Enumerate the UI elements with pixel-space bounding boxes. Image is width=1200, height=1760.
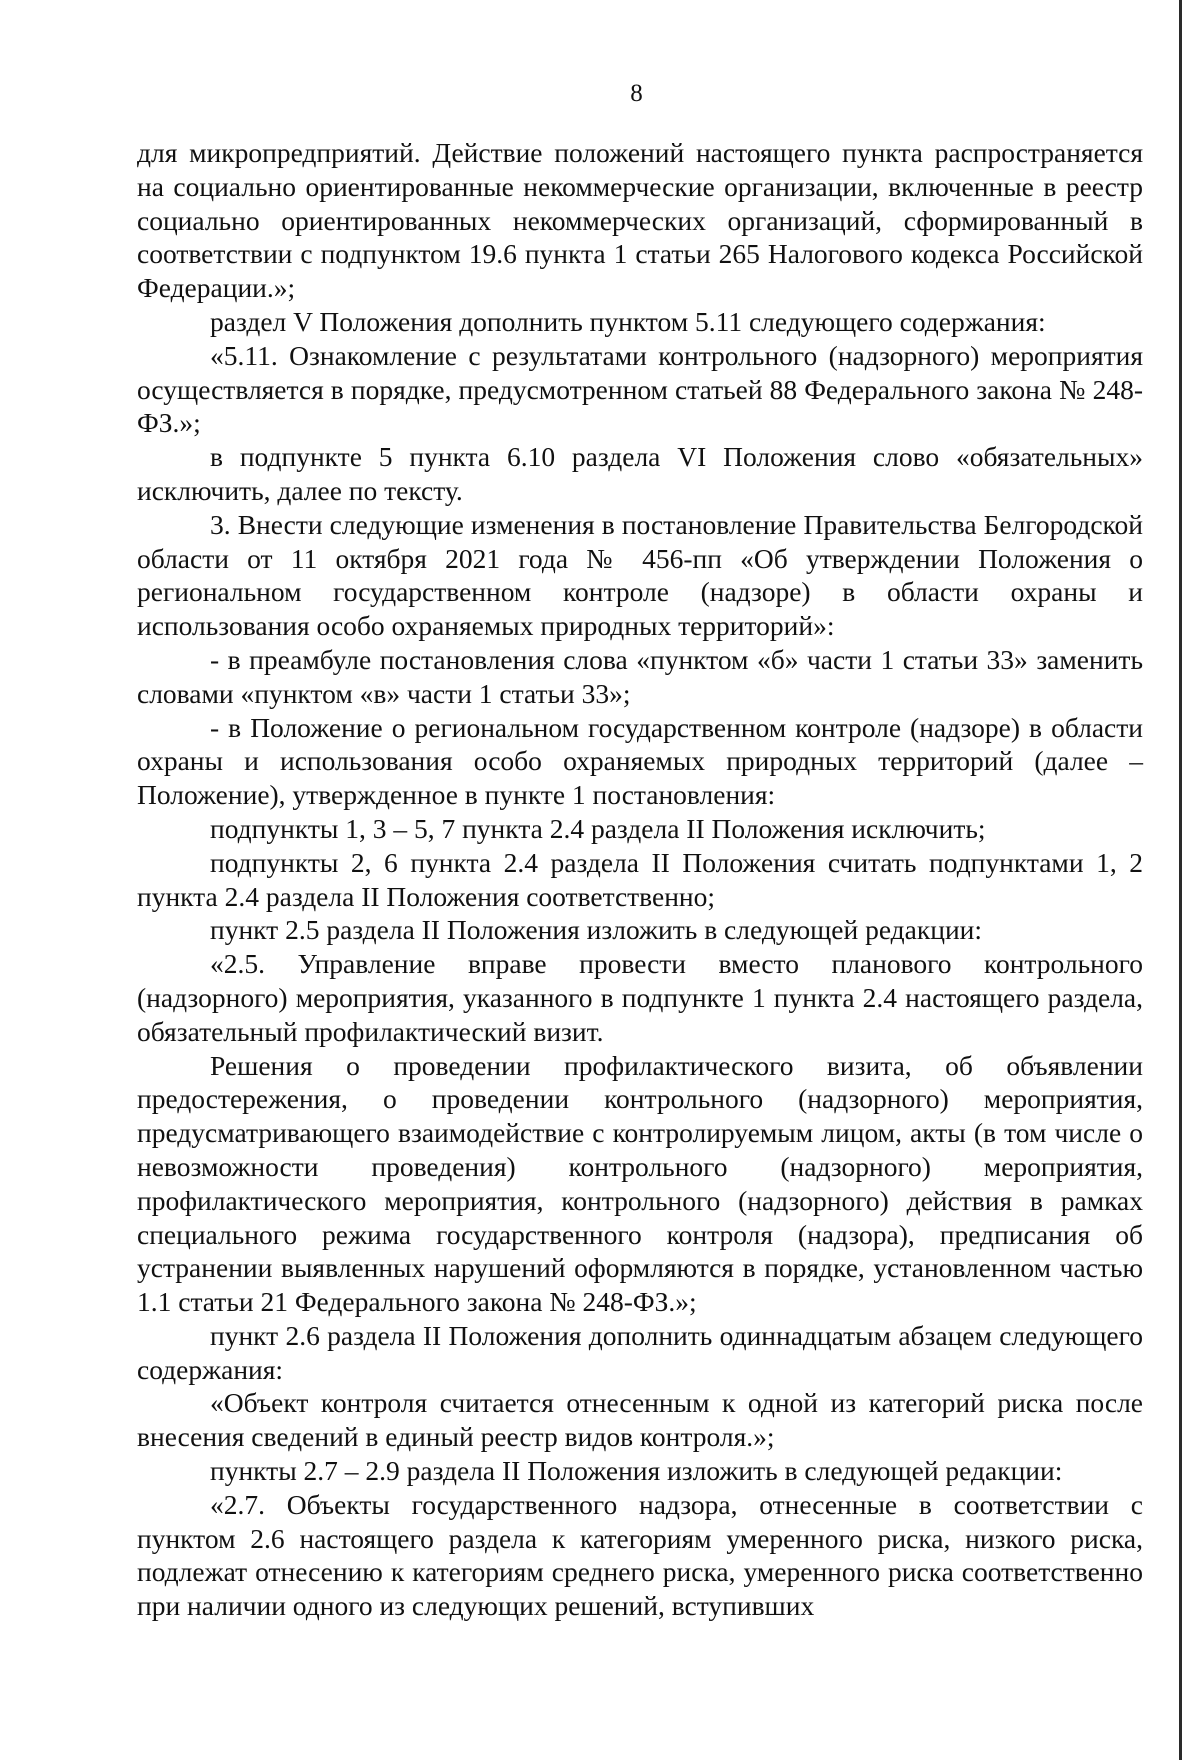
paragraph: «5.11. Ознакомление с результатами контрольного (надзорного) мероприятия осуществляется в порядке, предусмотренном статьей 88 Федерального закона № 248-ФЗ.»; xyxy=(137,339,1143,439)
paragraph: раздел V Положения дополнить пунктом 5.11 следующего содержания: xyxy=(210,305,1046,337)
scan-edge-line xyxy=(1179,0,1182,1760)
paragraph: подпункты 2, 6 пункта 2.4 раздела II Положения считать подпунктами 1, 2 пункта 2.4 раздела II Положения соответственно; xyxy=(137,846,1143,912)
document-body xyxy=(137,136,1143,1623)
paragraph-item-3: 3. Внести следующие изменения в постановление Правительства Белгородской области от 11 октября 2021 года № 456-пп «Об утверждении Положения о региональном государственном контроле (надзоре) в области охраны и использования особо охраняемых природных территорий»: xyxy=(137,508,1143,642)
paragraph: «Объект контроля считается отнесенным к одной из категорий риска после внесения сведений в единый реестр видов контроля.»; xyxy=(137,1387,1143,1453)
paragraph: «2.7. Объекты государственного надзора, отнесенные в соответствии с пунктом 2.6 настоящего раздела к категориям умеренного риска, низкого риска, подлежат отнесению к категориям среднего риска, умеренного риска соответственно при наличии одного из следующих решений, вступивших xyxy=(137,1488,1143,1622)
paragraph: пункты 2.7 – 2.9 раздела II Положения изложить в следующей редакции: xyxy=(210,1455,1063,1487)
paragraph: пункт 2.5 раздела II Положения изложить в следующей редакции: xyxy=(210,914,983,946)
paragraph: Решения о проведении профилактического визита, об объявлении предостережения, о проведении контрольного (надзорного) мероприятия, предусматривающего взаимодействие с контролируемым лицом, акты (в том числе о невозможности проведения) контрольного (надзорного) мероприятия, профилактического мероприятия, контрольного (надзорного) действия в рамках специального режима государственного контроля (надзора), предписания об устранении выявленных нарушений оформляются в порядке, установленном частью 1.1 статьи 21 Федерального закона № 248-ФЗ.»; xyxy=(137,1049,1143,1318)
paragraph-continuation: для микропредприятий. Действие положений настоящего пункта распространяется на социально ориентированные некоммерческие организации, включенные в реестр социально ориентированных некоммерческих организаций, сформированный в соответствии с подпунктом 19.6 пункта 1 статьи 265 Налогового кодекса Российской Федерации.»; xyxy=(137,137,1143,304)
paragraph: пункт 2.6 раздела II Положения дополнить одиннадцатым абзацем следующего содержания: xyxy=(137,1319,1143,1385)
paragraph: «2.5. Управление вправе провести вместо планового контрольного (надзорного) мероприятия, указанного в подпункте 1 пункта 2.4 настоящего раздела, обязательный профилактический визит. xyxy=(137,948,1143,1047)
paragraph: - в преамбуле постановления слова «пунктом «б» части 1 статьи 33» заменить словами «пунктом «в» части 1 статьи 33»; xyxy=(137,643,1143,709)
page-number: 8 xyxy=(630,80,643,107)
paragraph: в подпункте 5 пункта 6.10 раздела VI Положения слово «обязательных» исключить, далее по тексту. xyxy=(137,441,1143,506)
paragraph: - в Положение о региональном государственном контроле (надзоре) в области охраны и использования особо охраняемых природных территорий (далее – Положение), утвержденное в пункте 1 постановления: xyxy=(137,711,1143,811)
paragraph: подпункты 1, 3 – 5, 7 пункта 2.4 раздела II Положения исключить; xyxy=(210,812,986,844)
